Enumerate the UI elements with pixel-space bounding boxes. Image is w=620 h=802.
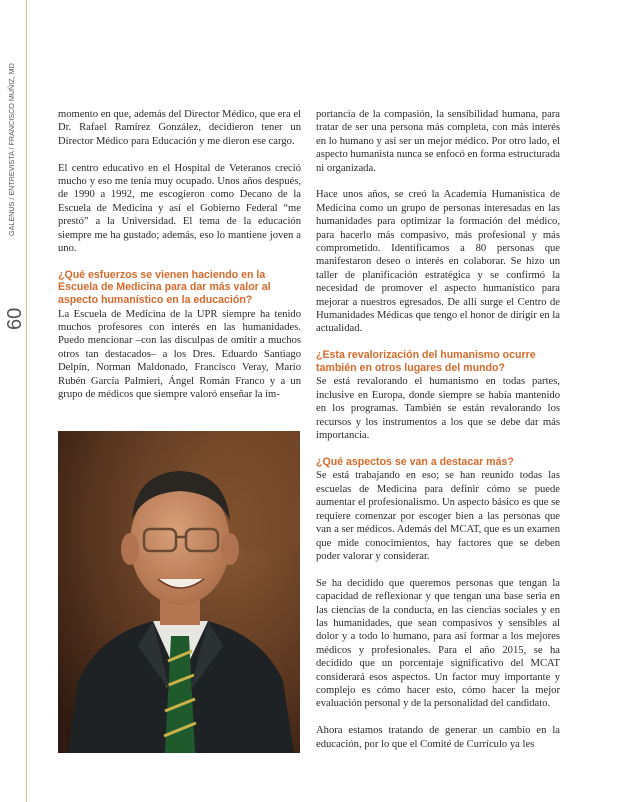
running-head-wrap (7, 0, 21, 802)
paragraph: Se está revalorando el humanismo en todas partes, inclusive en Europa, donde siempre se había mantenido en los programas. También se están revalorando los recursos y los instrumentos a los que se debe dar más importancia. (316, 376, 560, 442)
question-heading: ¿Qué esfuerzos se vienen haciendo en la Escuela de Medicina para dar más valor al aspecto humanístico en la educación? (58, 268, 271, 307)
portrait-photo (58, 431, 300, 753)
paragraph: portancia de la compasión, la sensibilidad humana, para tratar de ser una persona más completa, con más interés en lo humano y así ser un mejor médico. Por otro lado, el aspecto humanista nunca se enfocó en forma estructurada ni organizada. (316, 109, 560, 174)
paragraph: Se ha decidido que queremos personas que tengan la capacidad de reflexionar y que tengan una base seria en las ciencias de la conducta, en las ciencias sociales y en las humanidades, que sean compasivos y sensibles al dolor y a todo lo humano, para así formar a los mejores médicos y profesionales. Para el año 2015, se ha decidido que un porcentaje significativo del MCAT considerará esos aspectos. Un factor muy importante y complejo es cómo hacer esto, cómo hacer la mejor evaluación personal y de la personalidad del candidato. (316, 577, 560, 710)
running-head: GALENUS / ENTREVISTA / FRANCISCO MUÑIZ, MD (7, 63, 16, 236)
paragraph: El centro educativo en el Hospital de Veteranos creció mucho y eso me tenía muy ocupado. Unos años después, de 1990 a 1992, me escogieron como Decano de la Escuela de Medicina y así el Gobierno Federal “me prestó” a la Universidad. El tema de la educación siempre me ha gustado; además, eso lo mantiene joven a uno. (58, 162, 301, 255)
left-column (58, 108, 301, 401)
paragraph: La Escuela de Medicina de la UPR siempre ha tenido muchos profesores con interés en las humanidades. Puedo mencionar –con las disculpas de omitir a muchos otros tan destacados– a los Dres. Eduardo Santiago Delpín, Norman Maldonado, Francisco Veray, Mario Rubén García Palmieri, Ángel Román Franco y a un grupo de médicos que siempre valoró enseñar la im- (58, 308, 301, 401)
right-column (316, 108, 560, 751)
paragraph: momento en que, además del Director Médico, que era el Dr. Rafael Ramírez González, decidieron tener un Director Médico para Educación y me dieron ese cargo. (58, 109, 301, 147)
page-number: 60 (4, 307, 26, 330)
page-number-wrap (2, 290, 24, 330)
paragraph: Ahora estamos tratando de generar un cambio en la educación, por lo que el Comité de Currículo ya les (316, 725, 560, 750)
side-rule (26, 0, 27, 802)
question-heading: ¿Qué aspectos se van a destacar más? (316, 455, 514, 468)
paragraph: Se está trabajando en eso; se han reunido todas las escuelas de Medicina para definir cómo se puede aumentar el profesionalismo. Un aspecto básico es que se requiere comenzar por escoger bien a las personas que van a ser médicos. Además del MCAT, que es un examen que mide conocimientos, hay factores que se deben poder valorar y considerar. (316, 470, 560, 562)
portrait-illustration (58, 431, 300, 753)
question-heading: ¿Esta revalorización del humanismo ocurre también en otros lugares del mundo? (316, 349, 536, 374)
paragraph: Hace unos años, se creó la Academia Humanística de Medicina como un grupo de personas interesadas en las humanidades para optimizar la formación del médico, para hacerlo más compasivo, más profesional y más comprometido. Identificamos a 80 personas que manifestaron deseo o interés en colaborar. Se hizo un taller de planificación estratégica y se confirmó la necesidad de promover el aspecto humanístico para mejorar a nuestros egresados. De allí surge el Centro de Humanidades Médicas que tengo el honor de dirigir en la actualidad. (316, 189, 560, 335)
